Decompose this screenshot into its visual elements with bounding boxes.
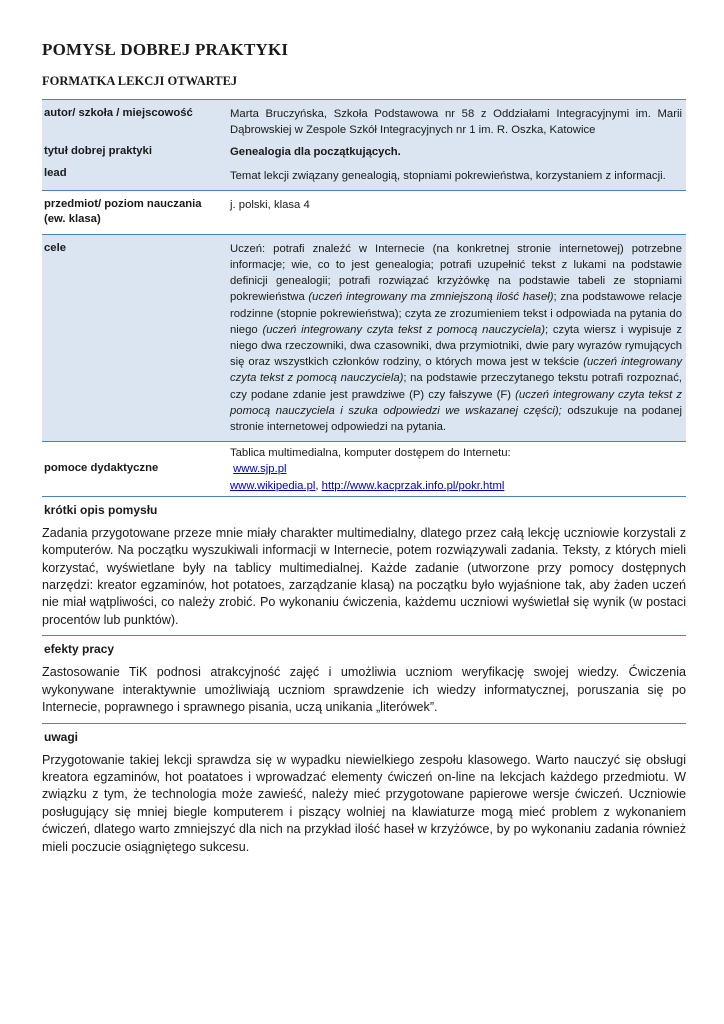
document-page [42,40,686,862]
goals-note: (uczeń integrowany czyta tekst z pomocą nauczyciela i szuka odpowiedzi we wskazanej części); [230,388,683,417]
goals-value [230,235,686,441]
table-row-aids [42,442,686,497]
lead-label: lead [44,167,67,179]
subject-label: przedmiot/ poziom nauczania (ew. klasa) [44,197,202,226]
link-wikipedia[interactable]: www.wikipedia.pl [230,479,316,492]
table-row-author-title-lead [42,100,686,191]
link-sjp[interactable]: www.sjp.pl [233,463,287,476]
author-value: Marta Bruczyńska, Szkoła Podstawowa nr 58 z Oddziałami Integracyjnymi im. Marii Dąbrowskiej w Zespole Szkół Integracyjnych nr 1 im. R. Oszka, Katowice [230,108,682,137]
page-subtitle: FORMATKA LEKCJI OTWARTEJ [42,74,238,88]
description-heading: krótki opis pomysłu [44,502,158,517]
lesson-form-table [42,99,686,497]
goals-text: ; na podstawie przeczytanego tekstu potrafi rozpoznać, czy podane zdanie jest prawdziwe (P) czy fałszywe (F) [230,372,682,401]
subject-value: j. polski, klasa 4 [230,198,310,211]
goals-note: (uczeń integrowany ma zmniejszoną ilość haseł) [308,291,554,304]
goals-text: Uczeń: potrafi znaleźć w Internecie (na konkretnej stronie internetowej) potrzebne informacje; wie, co to jest genealogia; potrafi uzupełnić tekst z lukami na podstawie definicji genealogii; potrafi rozwiązać krzyżówkę na podstawie tabeli ze stopniami pokrewieństwa [230,242,682,304]
practice-title-label: tytuł dobrej praktyki [44,144,152,157]
link-kacprzak[interactable]: http://www.kacprzak.info.pl/pokr.html [321,479,505,492]
goals-note: (uczeń integrowany czyta tekst z pomocą nauczyciela) [230,356,682,385]
table-row-subject [42,191,686,235]
goals-text: odszukuje na podanej stronie internetowej odpowiedzi na pytania. [230,404,682,434]
practice-title-value: Genealogia dla początkujących. [230,146,401,159]
lead-value: Temat lekcji związany genealogią, stopniami pokrewieństwa, korzystaniem z informacji. [230,169,666,182]
goals-text: ; czyta wiersz i wypisuje z niego dwa rzeczowniki, dwa czasowniki, dwa przymiotniki, dwie pary wyrazów rymujących się oraz wszystkich członków rodziny, o których mowa jest w tekście [230,323,682,369]
goals-label: cele [44,241,66,254]
author-label: autor/ szkoła / miejscowość [44,107,193,119]
page-title: POMYSŁ DOBREJ PRAKTYKI [42,40,289,59]
goals-note: (uczeń integrowany czyta tekst z pomocą nauczyciela) [262,323,545,336]
table-row-goals [42,235,686,442]
aids-label: pomoce dydaktyczne [44,462,159,475]
aids-text: Tablica multimedialna, komputer dostępem do Internetu: [230,447,511,460]
effects-heading: efekty pracy [44,642,115,657]
aids-separator: , [315,479,322,492]
remarks-body: Przygotowanie takiej lekcji sprawdza się w wypadku niewielkiego zespołu klasowego. Warto nauczyć się obsługi kreatora egzaminów, hot poatatoes i wprowadzać elementy ćwiczeń on-line na lekcjach każdego przedmiotu. W związku z tym, że technologia może zawieść, należy mieć przygotowane papierowe wersje ćwiczeń. Uczniowie posługujący się mniej biegle komputerem i piszący wolniej na klawiaturze mogą mieć problem z wykonaniem ćwiczeń, dlatego warto zmniejszyć dla nich na przykład ilość haseł w krzyżówce, by po wykonaniu zadania również mieli poczucie osiągniętego sukcesu. [42,752,686,854]
effects-body: Zastosowanie TiK podnosi atrakcyjność zajęć i umożliwia uczniom weryfikację swojej wiedzy. Ćwiczenia wykonywane interaktywnie umożliwiają uczniom sprawdzenie ich wiedzy informatycznej, poruszania się po Internecie, poprawnego i sprawnego pisania, uczą unikania „literówek”. [42,658,686,723]
goals-text: ; zna podstawowe relacje rodzinne (stopnie pokrewieństwa); czyta ze zrozumieniem tekst i odpowiada na pytania do niego [230,291,682,336]
remarks-heading: uwagi [44,729,79,744]
description-body: Zadania przygotowane przeze mnie miały charakter multimedialny, dlatego przez całą lekcję uczniowie korzystali z komputerów. Na początku wyszukiwali informacji w Internecie, potem rozwiązywali zadania. Teksty, z których mieli korzystać, wyświetlane były na tablicy multimedialnej. Każde zadanie (utworzone przy pomocy dostępnych narzędzi: kreator egzaminów, hot potatoes, zarządzanie klasą) na początku było wyjaśnione tak, aby żaden uczeń nie miał wątpliwości, co należy zrobić. Po wykonaniu ćwiczenia, każdemu uczniowi wyświetlał się wynik (w postaci procentów lub punktów). [42,519,686,636]
